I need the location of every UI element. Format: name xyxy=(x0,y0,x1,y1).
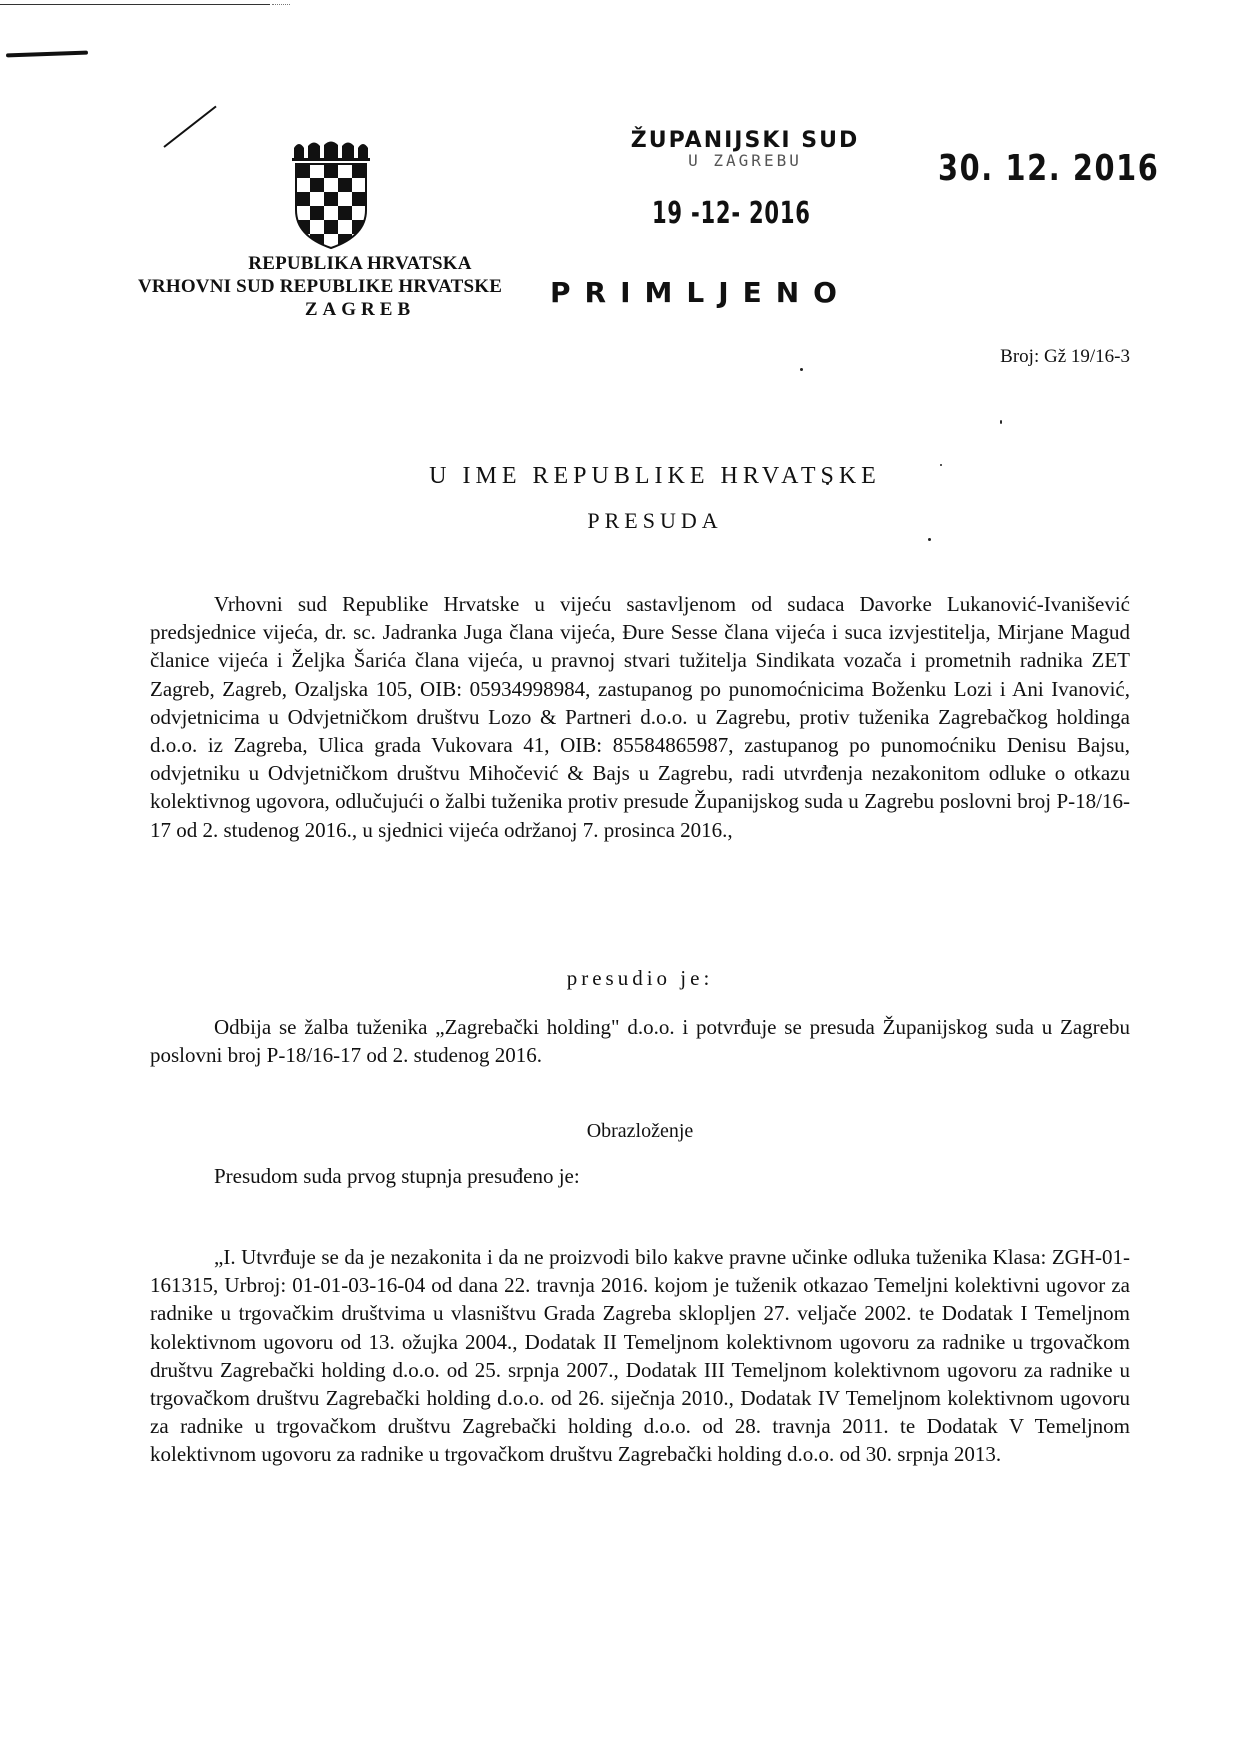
stamp-court-line2: U ZAGREBU xyxy=(688,151,802,170)
header-court: VRHOVNI SUD REPUBLIKE HRVATSKE xyxy=(138,276,503,297)
stamp-received-label: PRIMLJENO xyxy=(550,276,851,309)
scan-speck xyxy=(1000,420,1002,424)
case-number: Broj: Gž 19/16-3 xyxy=(1000,346,1130,367)
document-title: U IME REPUBLIKE HRVATSKE xyxy=(429,463,881,489)
verdict-heading: presudio je: xyxy=(566,966,714,990)
reasoning-intro: Presudom suda prvog stupnja presuđeno je: xyxy=(214,1164,580,1188)
decision-paragraph: Odbija se žalba tuženika „Zagrebački holding" d.o.o. i potvrđuje se presuda Županijskog suda u Zagrebu poslovni broj P-18/16-17 od 2. studenog 2016. xyxy=(150,1015,1130,1068)
croatian-coat-of-arms-icon xyxy=(290,140,372,250)
stamp-received-date: 19 -12- 2016 xyxy=(652,196,811,231)
quoted-paragraph: „I. Utvrđuje se da je nezakonita i da ne proizvodi bilo kakve pravne učinke odluka tuženika Klasa: ZGH-01-161315, Urbroj: 01-01-03-16-04 od dana 22. travnja 2016. kojom je tuženik otkazao Temeljni kolektivni ugovor za radnike u trgovačkim društvima u vlasništvu Grada Zagreba sklopljen 27. veljače 2002. te Dodatak I Temeljnom kolektivnom ugovoru od 13. ožujka 2004., Dodatak II Temeljnom kolektivnom ugovoru za radnike u trgovačkom društvu Zagrebački holding d.o.o. od 25. srpnja 2007., Dodatak III Temeljnom kolektivnom ugovoru za radnike u trgovačkom društvu Zagrebački holding d.o.o. od 26. siječnja 2010., Dodatak IV Temeljnom kolektivnom ugovoru za radnike u trgovačkom društvu Zagrebački holding d.o.o. od 28. travnja 2011. te Dodatak V Temeljnom kolektivnom ugovoru za radnike u trgovačkom društvu Zagrebački holding d.o.o. od 30. srpnja 2013. xyxy=(150,1245,1130,1467)
document-subtitle: PRESUDA xyxy=(587,508,723,533)
stamp-handwritten-date: 30. 12. 2016 xyxy=(938,148,1160,189)
header-republic: REPUBLIKA HRVATSKA xyxy=(248,253,472,274)
stamp-court-line1: ŽUPANIJSKI SUD xyxy=(630,128,860,153)
pen-slash-mark xyxy=(163,106,216,148)
received-stamp xyxy=(610,128,880,170)
pen-dash-mark xyxy=(6,51,88,58)
scan-speck xyxy=(800,368,803,371)
scan-edge-line xyxy=(0,4,270,5)
scan-speck xyxy=(928,538,931,541)
intro-paragraph: Vrhovni sud Republike Hrvatske u vijeću sastavljenom od sudaca Davorke Lukanović-Ivanišević predsjednice vijeća, dr. sc. Jadranka Juga člana vijeća, Đure Sesse člana vijeća i suca izvjestitelja, Mirjane Magud članice vijeća i Željka Šarića člana vijeća, u pravnoj stvari tužitelja Sindikata vozača i prometnih radnika ZET Zagreb, Zagreb, Ozaljska 105, OIB: 05934998984, zastupanog po punomoćnicima Boženku Lozi i Ani Ivanović, odvjetnicima u Odvjetničkom društvu Lozo & Partneri d.o.o. u Zagrebu, protiv tuženika Zagrebačkog holdinga d.o.o. iz Zagreba, Ulica grada Vukovara 41, OIB: 85584865987, zastupanog po punomoćniku Denisu Bajsu, odvjetniku u Odvjetničkom društvu Mihočević & Bajs u Zagrebu, radi utvrđenja nezakonitom odluke o otkazu kolektivnog ugovora, odlučujući o žalbi tuženika protiv presude Županijskog suda u Zagrebu poslovni broj P-18/16-17 od 2. studenog 2016., u sjednici vijeća održanoj 7. prosinca 2016., xyxy=(150,592,1130,842)
reasoning-heading: Obrazloženje xyxy=(586,1120,694,1142)
scan-edge-dots xyxy=(272,4,290,5)
court-header xyxy=(138,252,570,321)
header-city: ZAGREB xyxy=(304,299,416,320)
